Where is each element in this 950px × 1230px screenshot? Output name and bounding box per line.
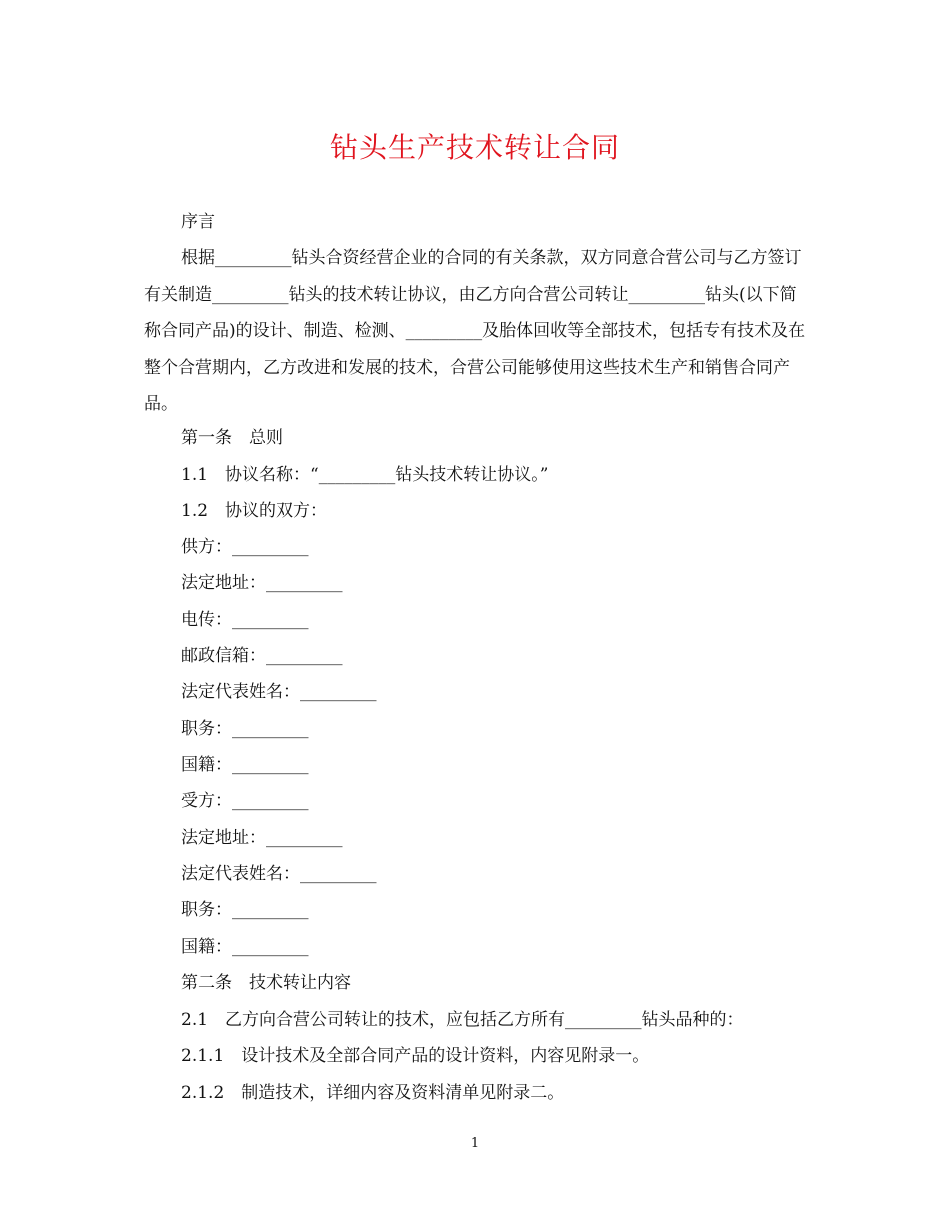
supplier-nationality-field: 国籍：_________ (181, 755, 309, 775)
page-number: 1 (470, 1136, 480, 1151)
clause-1-2: 1.2 协议的双方： (181, 501, 328, 521)
clause-2-1-2: 2.1.2 制造技术，详细内容及资料清单见附录二。 (181, 1083, 565, 1103)
supplier-field: 供方：_________ (181, 537, 309, 557)
clause-1-1: 1.1 协议名称：“_________钻头技术转让协议。” (181, 465, 549, 485)
receiver-representative-field: 法定代表姓名：_________ (181, 864, 377, 884)
clause-2-1-1: 2.1.1 设计技术及全部合同产品的设计资料，内容见附录一。 (181, 1046, 650, 1066)
preface-paragraph: 根据_________钻头合资经营企业的合同的有关条款，双方同意合营公司与乙方签订有关制造_________钻头的技术转让协议，由乙方向合营公司转让_________钻头(以下简称合同产品)的设计、制造、检测、_________及胎体回收等全部技术，包括专有技术及在整个合营期内，乙方改进和发展的技术，合营公司能够使用这些技术生产和销售合同产品。 (144, 248, 806, 414)
clause-2-1: 2.1 乙方向合营公司转让的技术，应包括乙方所有_________钻头品种的： (181, 1010, 744, 1030)
po-box-field: 邮政信箱：_________ (181, 646, 343, 666)
supplier-address-field: 法定地址：_________ (181, 573, 343, 593)
telex-field: 电传：_________ (181, 610, 309, 630)
receiver-position-field: 职务：_________ (181, 900, 309, 920)
receiver-field: 受方：_________ (181, 791, 309, 811)
article-1-heading: 第一条 总则 (181, 428, 283, 448)
article-2-heading: 第二条 技术转让内容 (181, 973, 351, 993)
receiver-address-field: 法定地址：_________ (181, 828, 343, 848)
supplier-representative-field: 法定代表姓名：_________ (181, 682, 377, 702)
receiver-nationality-field: 国籍：_________ (181, 937, 309, 957)
document-title: 钻头生产技术转让合同 (329, 131, 620, 164)
preface-heading: 序言 (181, 212, 215, 232)
supplier-position-field: 职务：_________ (181, 719, 309, 739)
